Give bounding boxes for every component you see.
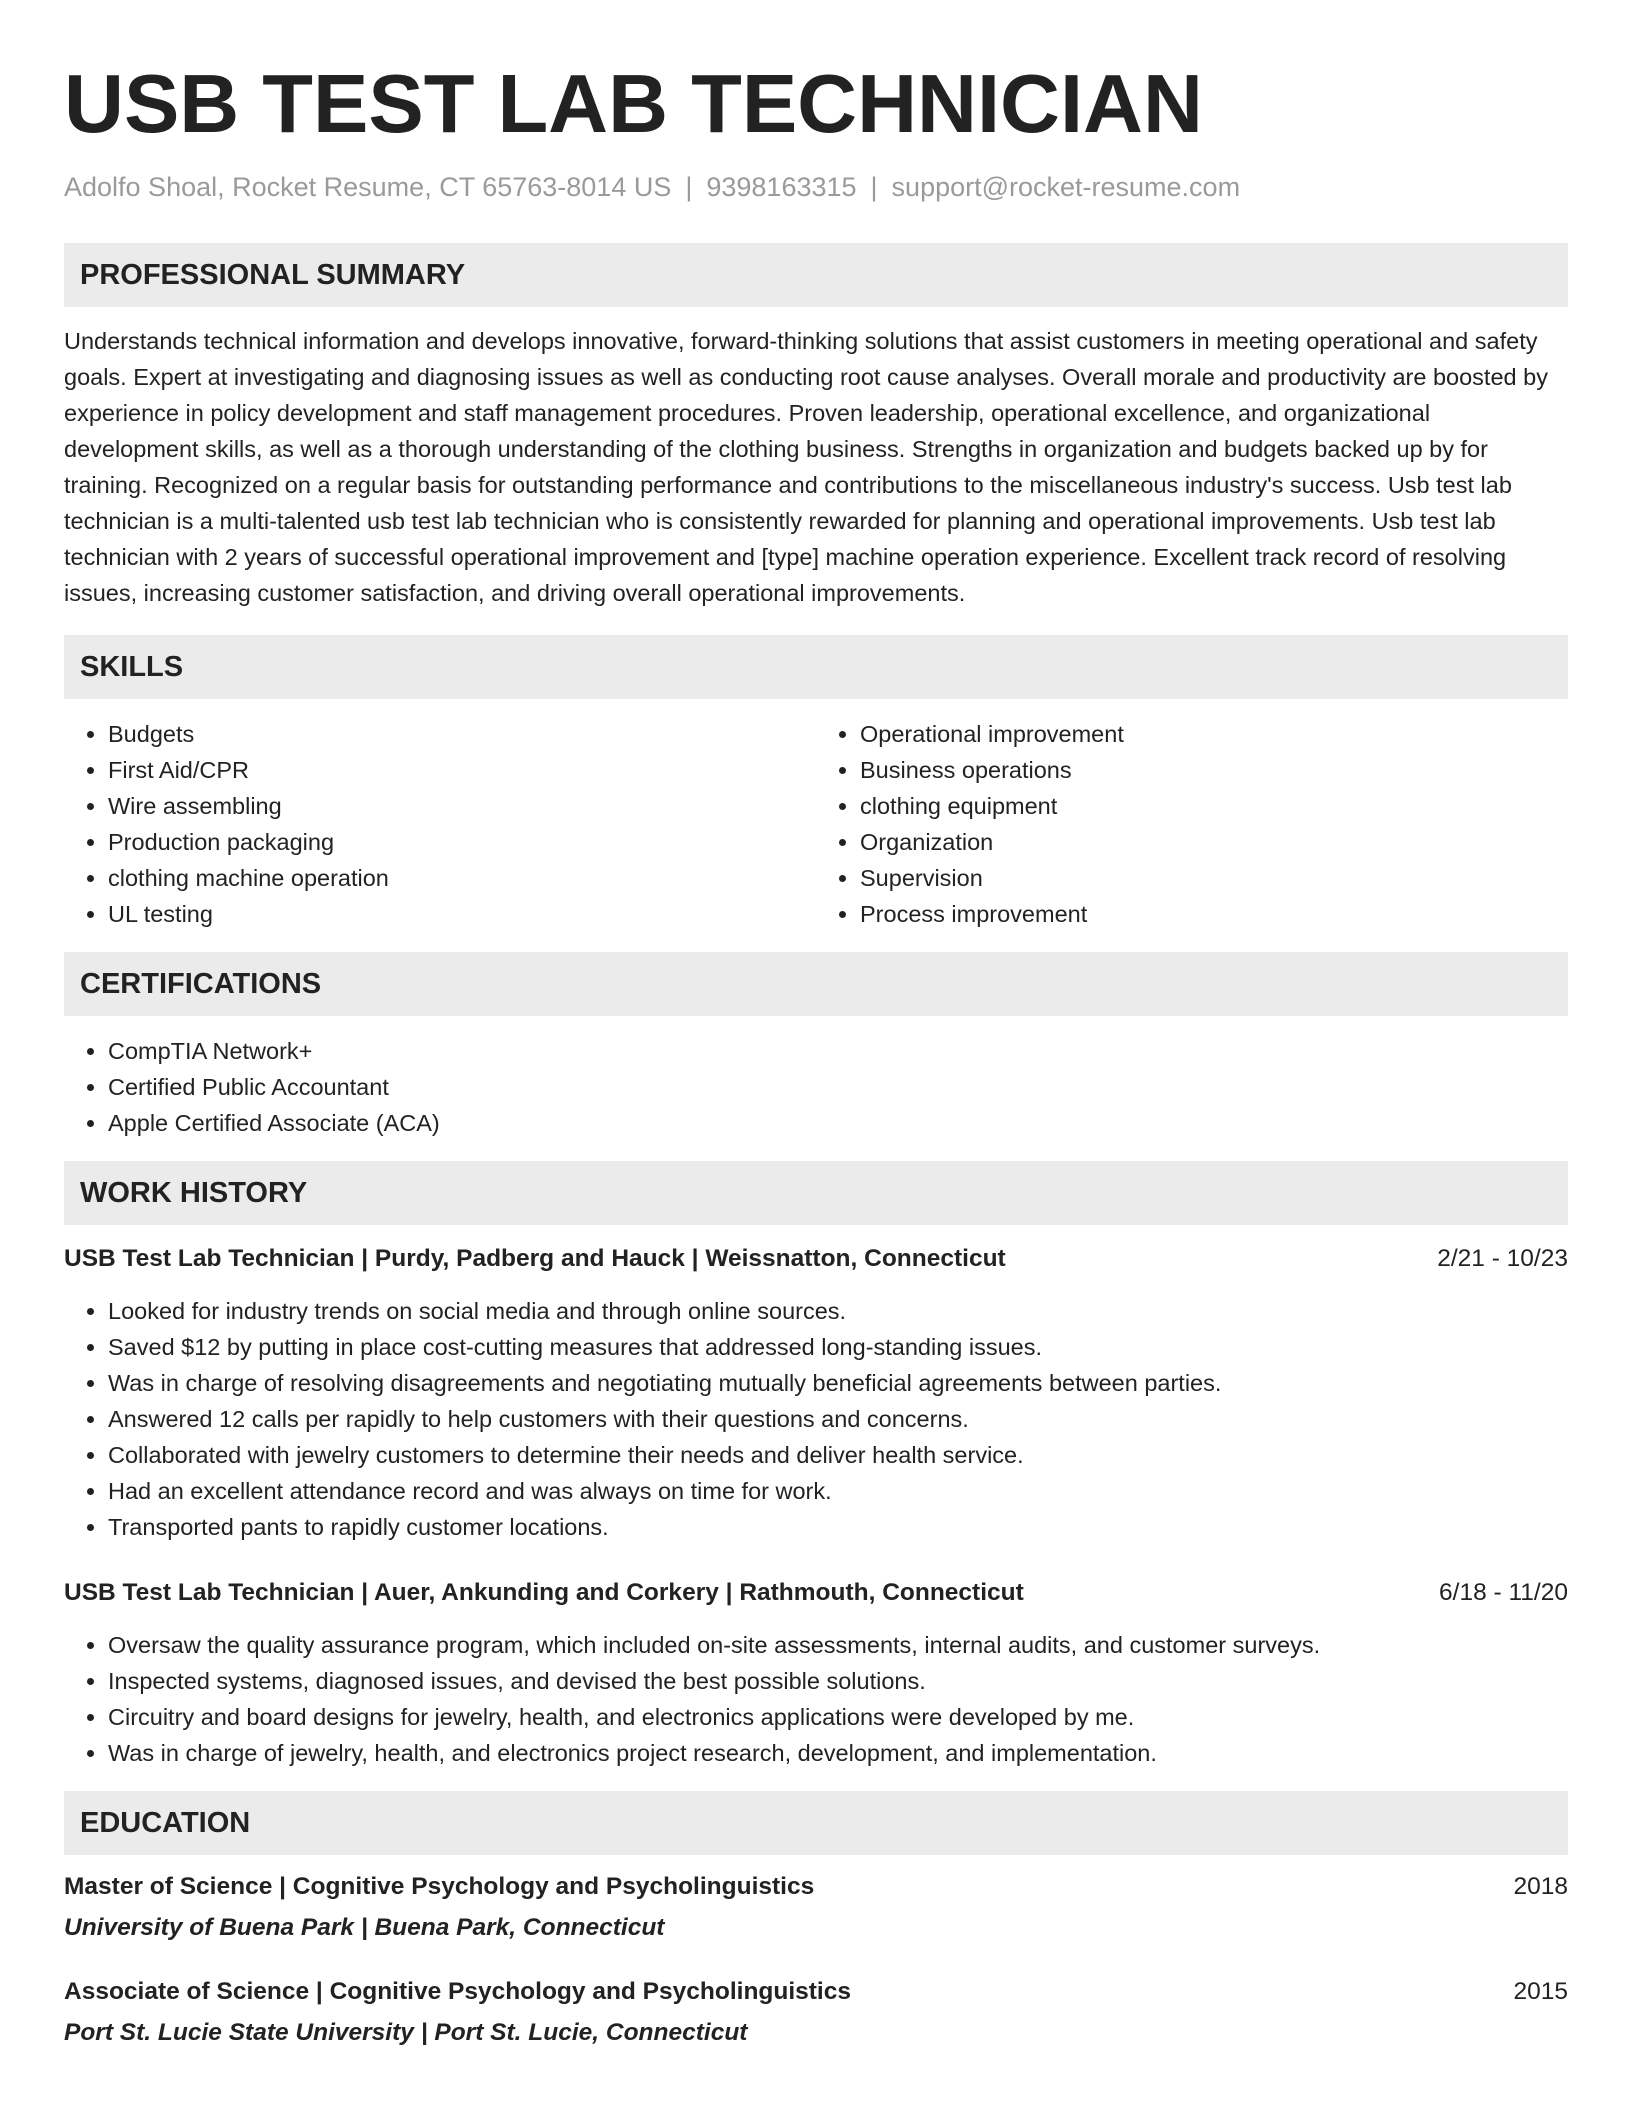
contact-address: Adolfo Shoal, Rocket Resume, CT 65763-8014 US <box>64 172 672 202</box>
summary-text: Understands technical information and develops innovative, forward-thinking solutions that assist customers in meeting operational and safety goals. Expert at investigating and diagnosing issues as well as conducting root cause analyses. Overall morale and productivity are boosted by experience in policy development and staff management procedures. Proven leadership, operational excellence, and organizational development skills, as well as a thorough understanding of the clothing business. Strengths in organization and budgets backed up by for training. Recognized on a regular basis for outstanding performance and contributions to the miscellaneous industry's success. Usb test lab technician is a multi-talented usb test lab technician who is consistently rewarded for planning and operational improvements. Usb test lab technician with 2 years of successful operational improvement and [type] machine operation experience. Excellent track record of resolving issues, increasing customer satisfaction, and driving overall operational improvements. <box>64 328 1548 606</box>
skills-list-right <box>816 716 1568 932</box>
education-degree: Associate of Science | Cognitive Psychology and Psycholinguistics <box>64 1978 851 2005</box>
job-bullet: • Oversaw the quality assurance program, which included on-site assessments, internal audits, and customer surveys. <box>108 1627 1568 1663</box>
job-title: USB Test Lab Technician | Auer, Ankunding and Corkery | Rathmouth, Connecticut <box>64 1579 1024 1606</box>
job-entry <box>64 1575 1568 1771</box>
education-entry <box>64 1974 1568 2051</box>
job-bullet: • Transported pants to rapidly customer locations. <box>108 1509 1568 1545</box>
skill-item: • Supervision <box>860 860 1568 896</box>
education-heading <box>64 1869 1568 1905</box>
job-bullet: • Was in charge of resolving disagreements and negotiating mutually beneficial agreements between parties. <box>108 1365 1568 1401</box>
skill-item: • Business operations <box>860 752 1568 788</box>
contact-separator: | <box>685 172 693 202</box>
education-year: 2015 <box>1513 1978 1568 2005</box>
education-heading <box>64 1974 1568 2010</box>
job-entry <box>64 1241 1568 1545</box>
job-bullet: • Had an excellent attendance record and was always on time for work. <box>108 1473 1568 1509</box>
certification-item: • Apple Certified Associate (ACA) <box>108 1105 1568 1141</box>
contact-line <box>64 170 1568 204</box>
job-heading <box>64 1241 1568 1277</box>
skills-header: SKILLS <box>64 635 1568 699</box>
job-dates: 2/21 - 10/23 <box>1437 1245 1568 1272</box>
job-bullets <box>64 1293 1568 1545</box>
skills-section <box>64 635 1568 932</box>
skill-item: • Operational improvement <box>860 716 1568 752</box>
skill-item: • Budgets <box>108 716 816 752</box>
skill-item: • Production packaging <box>108 824 816 860</box>
summary-section <box>64 243 1568 611</box>
job-bullet: • Collaborated with jewelry customers to determine their needs and deliver health service. <box>108 1437 1568 1473</box>
skill-item: • Process improvement <box>860 896 1568 932</box>
work-history-header: WORK HISTORY <box>64 1161 1568 1225</box>
education-year: 2018 <box>1513 1873 1568 1900</box>
summary-header: PROFESSIONAL SUMMARY <box>64 243 1568 307</box>
certifications-header: CERTIFICATIONS <box>64 952 1568 1016</box>
education-school: University of Buena Park | Buena Park, Connecticut <box>64 1914 665 1941</box>
contact-separator: | <box>870 172 878 202</box>
resume-title: USB TEST LAB TECHNICIAN <box>64 57 1203 150</box>
skill-item: • clothing equipment <box>860 788 1568 824</box>
education-degree: Master of Science | Cognitive Psychology and Psycholinguistics <box>64 1873 815 1900</box>
contact-email: support@rocket-resume.com <box>891 172 1241 202</box>
job-bullet: • Circuitry and board designs for jewelry, health, and electronics applications were developed by me. <box>108 1699 1568 1735</box>
skills-list-left <box>64 716 816 932</box>
job-bullet: • Saved $12 by putting in place cost-cutting measures that addressed long-standing issues. <box>108 1329 1568 1365</box>
education-header: EDUCATION <box>64 1791 1568 1855</box>
job-bullets <box>64 1627 1568 1771</box>
contact-phone: 9398163315 <box>706 172 857 202</box>
skill-item: • Organization <box>860 824 1568 860</box>
job-bullet: • Answered 12 calls per rapidly to help customers with their questions and concerns. <box>108 1401 1568 1437</box>
education-school: Port St. Lucie State University | Port St. Lucie, Connecticut <box>64 2019 748 2046</box>
job-heading <box>64 1575 1568 1611</box>
certifications-section <box>64 952 1568 1141</box>
job-bullet: • Inspected systems, diagnosed issues, and devised the best possible solutions. <box>108 1663 1568 1699</box>
skill-item: • clothing machine operation <box>108 860 816 896</box>
skill-item: • Wire assembling <box>108 788 816 824</box>
skill-item: • UL testing <box>108 896 816 932</box>
job-title: USB Test Lab Technician | Purdy, Padberg and Hauck | Weissnatton, Connecticut <box>64 1245 1006 1272</box>
job-dates: 6/18 - 11/20 <box>1439 1579 1568 1606</box>
certification-item: • CompTIA Network+ <box>108 1033 1568 1069</box>
certification-item: • Certified Public Accountant <box>108 1069 1568 1105</box>
education-section <box>64 1791 1568 2051</box>
job-bullet: • Was in charge of jewelry, health, and electronics project research, development, and implementation. <box>108 1735 1568 1771</box>
job-bullet: • Looked for industry trends on social media and through online sources. <box>108 1293 1568 1329</box>
skill-item: • First Aid/CPR <box>108 752 816 788</box>
education-entry <box>64 1869 1568 1946</box>
certifications-list <box>64 1033 1568 1141</box>
work-history-section <box>64 1161 1568 1771</box>
skills-grid <box>64 716 1568 932</box>
